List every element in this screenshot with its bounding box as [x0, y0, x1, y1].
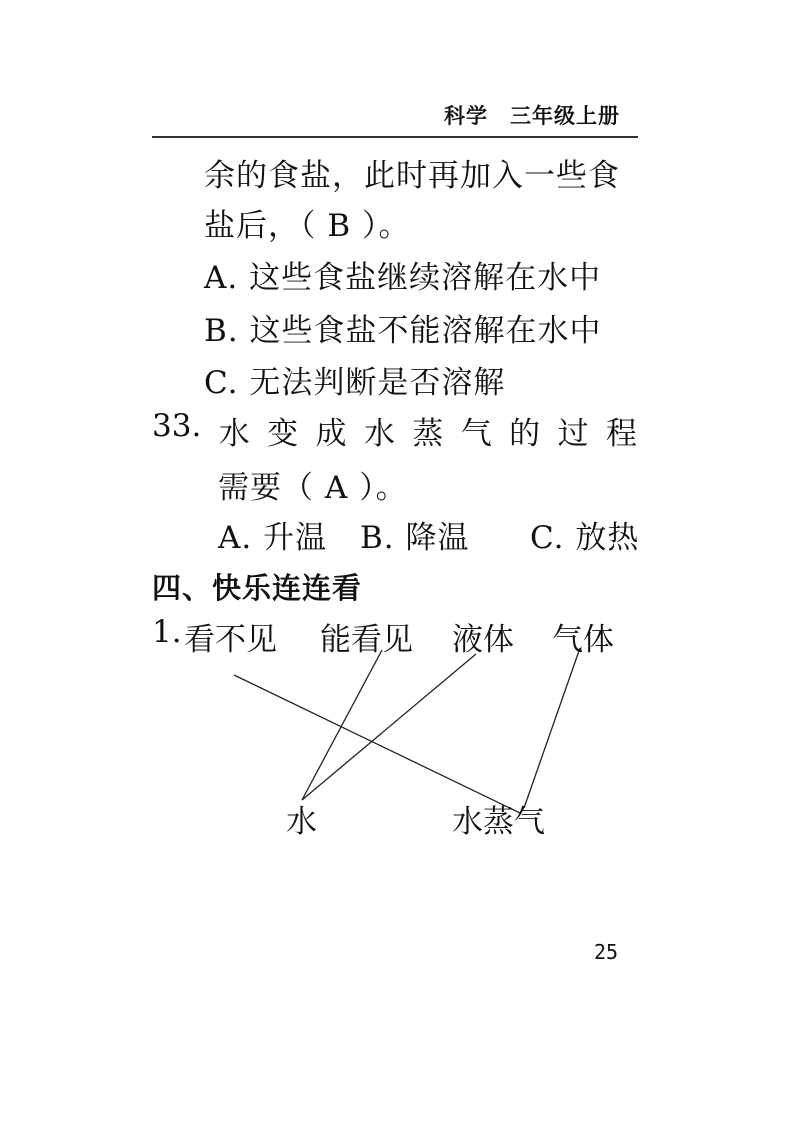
q33-option-b: B. 降温: [360, 520, 470, 556]
q33-char: 气: [460, 416, 492, 452]
q33-char: 蒸: [412, 416, 444, 452]
match-item-invisible: 看不见: [184, 622, 277, 658]
q32-text-line-2: 盐后，（ B ）。: [204, 208, 411, 244]
q32-text-line-1: 余的食盐，此时再加入一些食: [204, 158, 620, 194]
q33-number: 33.: [152, 408, 202, 444]
q33-char: 成: [315, 416, 347, 452]
match-bottom-steam: 水蒸气: [452, 804, 545, 840]
section-title: 四、快乐连连看: [152, 571, 363, 605]
matching-number: 1.: [152, 614, 182, 650]
page-number: 25: [594, 940, 619, 964]
q33-char: 的: [509, 416, 541, 452]
q33-char: 水: [363, 416, 395, 452]
q33-char: 水: [218, 416, 250, 452]
q33-text-line-2: 需要（ A ）。: [218, 470, 408, 506]
q32-option-a: A. 这些食盐继续溶解在水中: [204, 260, 602, 296]
page-header: 科学 三年级上册: [444, 104, 620, 128]
match-item-visible: 能看见: [320, 622, 413, 658]
connection-line-invisible-to-steam: [234, 675, 520, 813]
match-item-gas: 气体: [552, 622, 614, 658]
connection-line-visible-to-water: [302, 650, 382, 800]
q33-option-a: A. 升温: [218, 520, 328, 556]
q33-char: 程: [605, 416, 637, 452]
match-item-liquid: 液体: [452, 622, 514, 658]
q33-option-c: C. 放热: [530, 520, 640, 556]
match-bottom-water: 水: [286, 804, 317, 840]
q32-option-c: C. 无法判断是否溶解: [204, 365, 506, 401]
q32-option-b: B. 这些食盐不能溶解在水中: [204, 313, 602, 349]
q33-char: 变: [267, 416, 299, 452]
connection-line-gas-to-steam: [524, 648, 580, 808]
connection-line-liquid-to-water: [302, 654, 476, 800]
q33-char: 过: [557, 416, 589, 452]
